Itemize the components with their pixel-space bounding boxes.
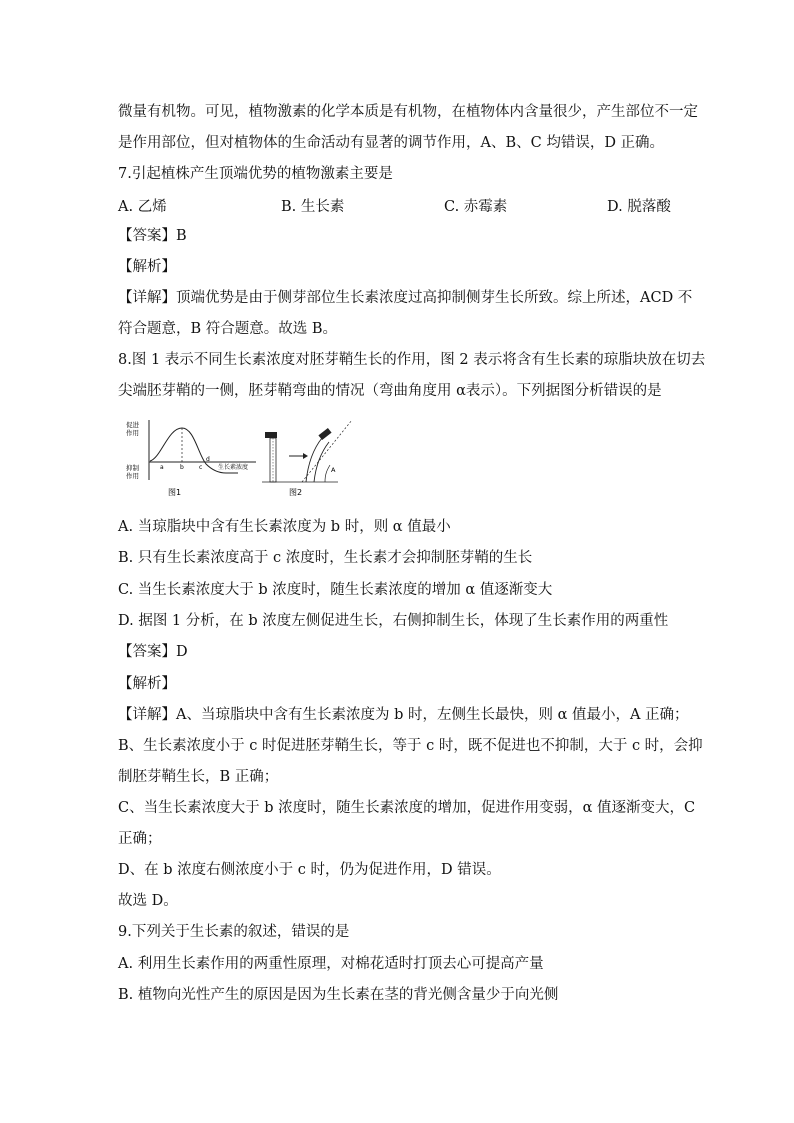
question-7-options: [118, 195, 678, 215]
point-a-label: a: [160, 464, 164, 471]
detail-line: 【详解】顶端优势是由于侧芽部位生长素浓度过高抑制侧芽生长所致。综上所述，ACD 不: [118, 290, 693, 306]
detail-line: 【详解】A、当琼脂块中含有生长素浓度为 b 时，左侧生长最快，则 α 值最小，A 正确；: [118, 707, 689, 723]
option-c: C. 当生长素浓度大于 b 浓度时，随生长素浓度的增加 α 值逐渐变大: [118, 582, 553, 598]
y-axis-bottom-label-1: 抑制: [126, 464, 139, 472]
option-a: A. 乙烯: [118, 199, 167, 215]
figure-2: [262, 420, 352, 497]
detail-line: C、当生长素浓度大于 b 浓度时，随生长素浓度的增加，促进作用变弱，α 值逐渐变大，C: [118, 800, 696, 816]
option-b: B. 生长素: [281, 199, 345, 215]
figure-1-caption: 图1: [168, 488, 182, 497]
y-axis-bottom-label-2: 作用: [126, 472, 139, 480]
detail-line: B、生长素浓度小于 c 时促进胚芽鞘生长，等于 c 时，既不促进也不抑制，大于 c 时，会抑: [118, 738, 703, 754]
angle-label: A: [331, 466, 336, 474]
question-7-stem: 7.引起植株产生顶端优势的植物激素主要是: [118, 166, 393, 182]
arrow-head: [303, 453, 308, 459]
x-axis-label: 生长素浓度: [218, 464, 249, 471]
option-d: D. 脱落酸: [607, 199, 671, 215]
question-8-stem: 8.图 1 表示不同生长素浓度对胚芽鞘生长的作用，图 2 表示将含有生长素的琼脂块放在切去: [118, 352, 706, 368]
detail-line: 正确；: [118, 831, 162, 847]
option-d: D. 据图 1 分析，在 b 浓度左侧促进生长，右侧抑制生长，体现了生长素作用的两重性: [118, 613, 669, 629]
option-c: C. 赤霉素: [444, 199, 508, 215]
angle-arc: [325, 465, 330, 482]
option-a: A. 利用生长素作用的两重性原理，对棉花适时打顶去心可提高产量: [118, 956, 544, 972]
coleoptile-bent-right: [314, 442, 329, 482]
detail-line: D、在 b 浓度右侧浓度小于 c 时，仍为促进作用，D 错误。: [118, 862, 501, 878]
option-b: B. 植物向光性产生的原因是因为生长素在茎的背光侧含量少于向光侧: [118, 987, 559, 1003]
point-b-label: b: [180, 464, 184, 471]
auxin-figure: [126, 418, 366, 498]
question-8-stem: 尖端胚芽鞘的一侧，胚芽鞘弯曲的情况（弯曲角度用 α表示）。下列据图分析错误的是: [118, 383, 662, 399]
answer-label: 【答案】D: [118, 644, 188, 660]
answer-label: 【答案】B: [118, 228, 187, 244]
y-axis-top-label-1: 促进: [126, 421, 139, 429]
analysis-label: 【解析】: [118, 259, 176, 275]
paragraph-line: 是作用部位，但对植物体的生命活动有显著的调节作用，A、B、C 均错误，D 正确。: [118, 135, 665, 151]
detail-line: 故选 D。: [118, 893, 178, 909]
analysis-label: 【解析】: [118, 676, 176, 692]
question-9-stem: 9.下列关于生长素的叙述，错误的是: [118, 924, 350, 940]
y-axis-top-label-2: 作用: [126, 429, 139, 437]
point-c-label: c: [199, 464, 203, 471]
agar-block-left: [265, 432, 277, 438]
option-b: B. 只有生长素浓度高于 c 浓度时，生长素才会抑制胚芽鞘的生长: [118, 550, 533, 566]
option-a: A. 当琼脂块中含有生长素浓度为 b 时，则 α 值最小: [118, 519, 451, 535]
detail-line: 符合题意，B 符合题意。故选 B。: [118, 321, 338, 337]
point-d-label: d: [206, 456, 210, 463]
figure-1: [126, 420, 256, 497]
detail-line: 制胚芽鞘生长，B 正确；: [118, 769, 279, 785]
paragraph-line: 微量有机物。可见，植物激素的化学本质是有机物，在植物体内含量很少，产生部位不一定: [118, 104, 698, 120]
figure-2-caption: 图2: [289, 488, 303, 497]
agar-block-tilted: [318, 428, 331, 440]
